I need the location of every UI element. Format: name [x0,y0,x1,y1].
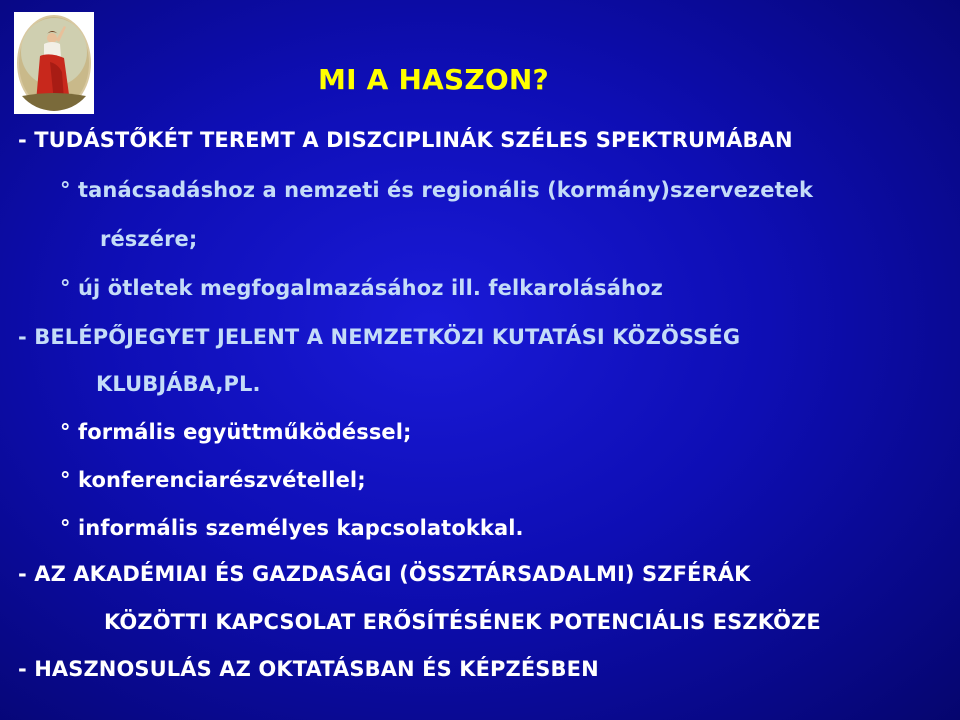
sub-bullet-advisory: ° tanácsadáshoz a nemzeti és regionális (kormány)szervezetek [60,178,814,202]
sub-bullet-new-ideas: ° új ötletek megfogalmazásához ill. felkarolásához [60,276,663,300]
painted-figure-icon [14,12,94,114]
painting-logo [14,12,94,114]
sub-bullet-informal: ° informális személyes kapcsolatokkal. [60,516,524,540]
bullet-entry-ticket-cont: KLUBJÁBA,PL. [96,372,261,396]
bullet-academic-economic: - AZ AKADÉMIAI ÉS GAZDASÁGI (ÖSSZTÁRSADALMI) SZFÉRÁK [18,562,751,586]
sub-bullet-advisory-cont: részére; [100,227,198,251]
sub-bullet-conference: ° konferenciarészvétellel; [60,468,366,492]
sub-bullet-formal: ° formális együttműködéssel; [60,420,412,444]
slide-title: MI A HASZON? [318,63,549,96]
bullet-knowledge-capital: - TUDÁSTŐKÉT TEREMT A DISZCIPLINÁK SZÉLES SPEKTRUMÁBAN [18,128,793,152]
bullet-entry-ticket: - BELÉPŐJEGYET JELENT A NEMZETKÖZI KUTATÁSI KÖZÖSSÉG [18,325,741,349]
bullet-academic-economic-cont: KÖZÖTTI KAPCSOLAT ERŐSÍTÉSÉNEK POTENCIÁLIS ESZKÖZE [104,610,821,634]
bullet-education: - HASZNOSULÁS AZ OKTATÁSBAN ÉS KÉPZÉSBEN [18,657,599,681]
